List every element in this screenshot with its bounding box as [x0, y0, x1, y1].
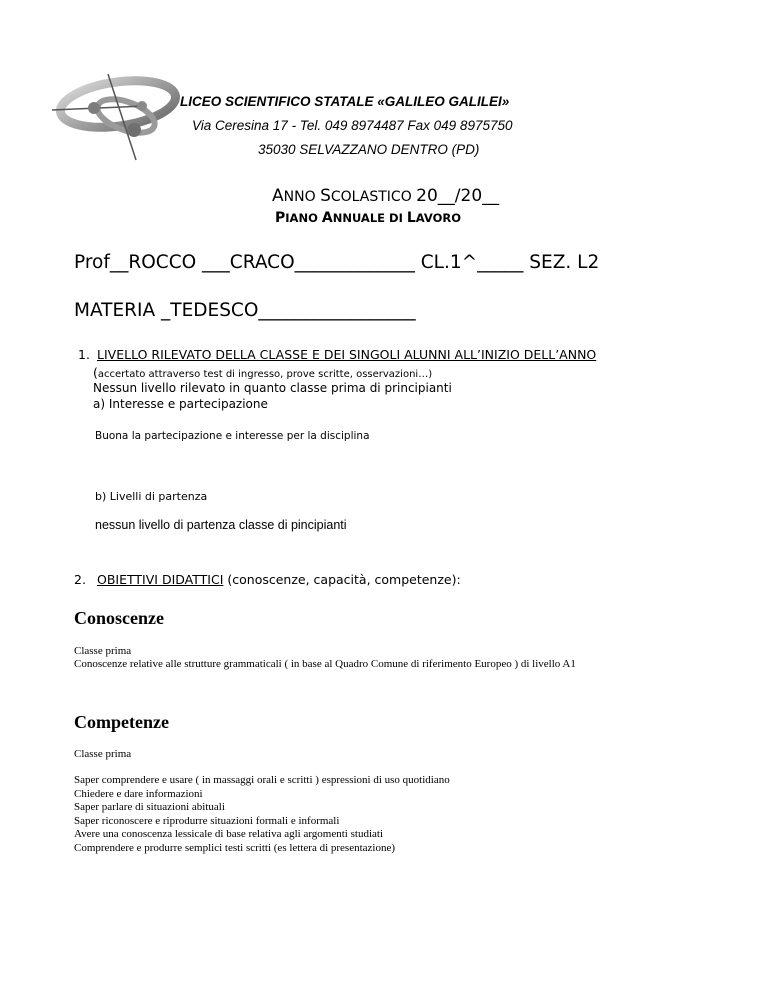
list-item: Saper parlare di situazioni abituali — [74, 801, 225, 813]
school-address: Via Ceresina 17 - Tel. 049 8974487 Fax 049 8975750 — [192, 118, 513, 133]
section2-number: 2. — [74, 572, 86, 587]
conoscenze-class: Classe prima — [74, 645, 132, 657]
note-paren: ( — [93, 365, 98, 380]
list-item: Saper riconoscere e riprodurre situazioni formali e informali — [74, 814, 340, 827]
year-title-part: S — [320, 186, 331, 206]
competenze-list — [74, 774, 450, 855]
plan-title-part: AVORO — [415, 211, 462, 225]
subject-line: MATERIA _TEDESCO_________________ — [74, 300, 416, 321]
school-city: 35030 SELVAZZANO DENTRO (PD) — [258, 142, 480, 157]
list-item: Saper comprendere e usare ( in massaggi orali e scritti ) espressioni di uso quotidiano — [74, 774, 450, 786]
year-title-part: 20__/20__ — [416, 186, 500, 206]
plan-title-part: L — [406, 210, 416, 226]
plan-title-part: NNUALE DI — [332, 211, 407, 225]
note-text: accertato attraverso test di ingresso, prove scritte, osservazioni…) — [97, 369, 433, 380]
interest-label: a) Interesse e partecipazione — [93, 397, 268, 411]
school-year-title — [272, 186, 499, 206]
interest-text: Buona la partecipazione e interesse per la disciplina — [95, 430, 370, 442]
competenze-heading: Competenze — [74, 712, 169, 732]
plan-title-part: A — [321, 210, 333, 226]
conoscenze-heading: Conoscenze — [74, 608, 164, 628]
school-logo — [48, 64, 198, 164]
year-title-part: COLASTICO — [330, 189, 417, 205]
plan-title-part: P — [275, 210, 286, 226]
section1-number: 1. — [78, 347, 90, 362]
plan-title-part: IANO — [285, 211, 322, 225]
section1-level: Nessun livello rilevato in quanto classe prima di principianti — [93, 381, 452, 395]
school-name: LICEO SCIENTIFICO STATALE «GALILEO GALILEI» — [180, 94, 510, 109]
section1-note — [93, 365, 432, 380]
year-title-part: A — [272, 186, 284, 206]
starting-level-label: b) Livelli di partenza — [95, 490, 208, 503]
list-item: Avere una conoscenza lessicale di base relativa agli argomenti studiati — [74, 828, 383, 840]
section2-title — [97, 572, 461, 587]
starting-level-text: nessun livello di partenza classe di pincipianti — [95, 518, 347, 532]
competenze-class: Classe prima — [74, 748, 132, 760]
plan-title — [275, 210, 461, 226]
list-item: Chiedere e dare informazioni — [74, 787, 203, 800]
year-title-part: NNO — [283, 189, 321, 205]
conoscenze-text: Conoscenze relative alle strutture grammaticali ( in base al Quadro Comune di riferimento Europeo ) di livello A1 — [74, 658, 576, 670]
section2-title-main: OBIETTIVI DIDATTICI — [97, 572, 224, 587]
list-item: Comprendere e produrre semplici testi scritti (es lettera di presentazione) — [74, 841, 396, 854]
section1-title: LIVELLO RILEVATO DELLA CLASSE E DEI SINGOLI ALUNNI ALL’INIZIO DELL’ANNO — [97, 347, 597, 362]
teacher-class-line: Prof__ROCCO ___CRACO_____________ CL.1^_____ SEZ. L2 — [74, 252, 600, 273]
section2-title-sub: (conoscenze, capacità, competenze): — [223, 572, 461, 587]
